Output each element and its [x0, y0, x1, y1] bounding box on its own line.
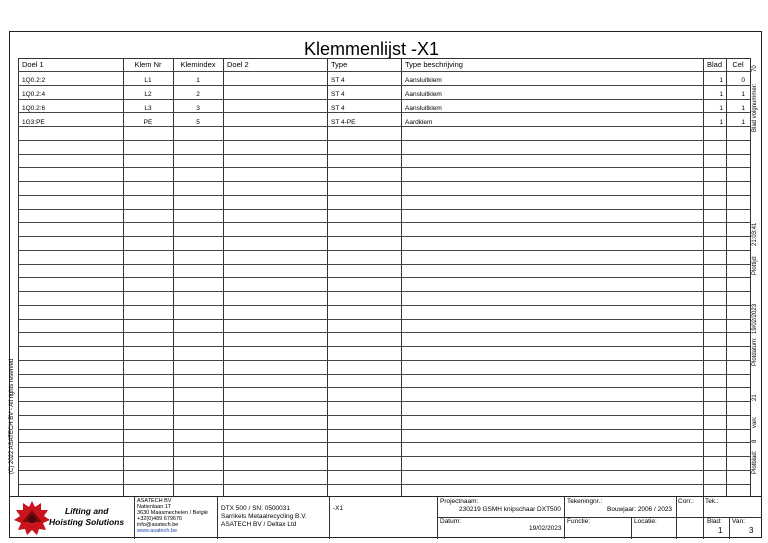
- cell-typebeschrijving: Aansluitklem: [405, 105, 442, 112]
- tb-divider: [676, 497, 677, 539]
- grid-hline: [18, 319, 751, 320]
- col-header-doel2: Doel 2: [227, 60, 249, 69]
- designation: -X1: [333, 505, 344, 512]
- blad-value: 1: [718, 526, 723, 535]
- grid-hline: [18, 277, 751, 278]
- grid-hline: [18, 140, 751, 141]
- logo-line1: Lifting and: [65, 506, 109, 516]
- plotblad-value: 8: [752, 439, 758, 443]
- tb-divider: [134, 497, 135, 539]
- cell-cel: 0: [741, 77, 745, 84]
- grid-hline: [18, 415, 751, 416]
- plotdatum-label: Plotdatum:: [752, 337, 758, 366]
- company-name: ASATECH BV: [137, 498, 172, 504]
- grid-hline: [18, 332, 751, 333]
- blad-volgnummer-value: 70: [752, 65, 758, 72]
- grid-hline: [18, 346, 751, 347]
- tek-label: Tek.:: [705, 498, 719, 505]
- plottijd-label: Plottijd:: [752, 255, 758, 275]
- cell-type: ST 4: [331, 77, 345, 84]
- cell-cel: 1: [741, 91, 745, 98]
- cell-klemnr: L2: [144, 91, 152, 98]
- col-header-klemnr: Klem Nr: [134, 60, 162, 69]
- cell-typebeschrijving: Aansluitklem: [405, 91, 442, 98]
- cell-type: ST 4-PE: [331, 119, 356, 126]
- machine-line1: DTX 500 / SN: 0500031: [221, 505, 291, 512]
- grid-vline: [18, 59, 19, 497]
- datum-value: 19/02/2023: [529, 525, 562, 532]
- grid-vline: [401, 59, 402, 497]
- tb-divider: [564, 497, 565, 539]
- company-street: Natienlaan 1T: [137, 504, 172, 510]
- grid-hline: [18, 209, 751, 210]
- corr-label: Corr.:: [678, 498, 694, 505]
- projectnaam-value: 230219 GSMH knipschaar DXT500: [459, 506, 561, 513]
- grid-vline: [223, 59, 224, 497]
- plotblad-label: Plotblad:: [752, 450, 758, 474]
- tb-divider: [437, 497, 438, 539]
- grid-hline: [18, 250, 751, 251]
- tekeningnr-label: Tekeningnr.:: [567, 498, 603, 505]
- machine-line3: ASATECH BV / Deltax Ltd: [221, 521, 297, 528]
- cell-klemnr: L3: [144, 105, 152, 112]
- grid-hline: [18, 360, 751, 361]
- cell-klemindex: 3: [196, 105, 200, 112]
- grid-hline: [18, 484, 751, 485]
- company-phone: +32(0)489 679676: [137, 516, 183, 522]
- grid-hline: [18, 387, 751, 388]
- cell-klemnr: PE: [143, 119, 153, 126]
- van-value-side: 21: [752, 394, 758, 401]
- grid-hline: [18, 401, 751, 402]
- grid-hline: [18, 456, 751, 457]
- cell-klemindex: 2: [196, 91, 200, 98]
- cell-cel: 1: [741, 119, 745, 126]
- blad-label: Blad:: [707, 518, 722, 525]
- grid-hline: [18, 442, 751, 443]
- grid-hline: [18, 85, 751, 86]
- grid-vline: [750, 59, 751, 497]
- cell-blad: 1: [719, 77, 723, 84]
- projectnaam-label: Projectnaam:: [440, 498, 479, 505]
- cell-doel1: 1Q0.2:6: [22, 105, 46, 112]
- title-block: [9, 496, 762, 538]
- grid-hline: [18, 195, 751, 196]
- grid-hline: [18, 167, 751, 168]
- logo-line2: Hoisting Solutions: [49, 517, 125, 527]
- grid-hline: [18, 470, 751, 471]
- cell-doel1: 1Q0.2:4: [22, 91, 46, 98]
- tb-divider: [217, 497, 218, 539]
- cell-typebeschrijving: Aardklem: [405, 119, 433, 126]
- tb-divider: [703, 497, 704, 539]
- bouwjaar: Bouwjaar: 2006 / 2023: [607, 506, 673, 513]
- grid-hline: [18, 181, 751, 182]
- cell-blad: 1: [719, 91, 723, 98]
- grid-hline: [18, 222, 751, 223]
- grid-hline: [18, 291, 751, 292]
- grid-hline: [18, 264, 751, 265]
- cell-klemindex: 1: [196, 77, 200, 84]
- grid-hline: [18, 305, 751, 306]
- col-header-blad: Blad: [706, 60, 722, 69]
- cell-klemindex: 5: [196, 119, 200, 126]
- cell-typebeschrijving: Aansluitklem: [405, 77, 442, 84]
- tb-divider: [729, 517, 730, 539]
- page-title: Klemmenlijst -X1: [303, 39, 440, 59]
- grid-hline: [18, 154, 751, 155]
- company-web[interactable]: www.asatech.be: [137, 528, 178, 534]
- functie-label: Functie:: [567, 518, 591, 525]
- col-header-type: Type: [331, 60, 348, 69]
- van-label: Van:: [732, 518, 745, 525]
- cell-cel: 1: [741, 105, 745, 112]
- grid-hline: [18, 374, 751, 375]
- col-header-klemindex: Klemindex: [180, 60, 216, 69]
- cell-klemnr: L1: [144, 77, 152, 84]
- cell-doel1: 1Q0.2:2: [22, 77, 46, 84]
- plotdatum-value: 19/02/2023: [752, 303, 758, 334]
- company-email: info@asatech.be: [137, 522, 179, 528]
- company-city: 3630 Maasmechelen / België: [137, 510, 208, 516]
- grid-hline: [18, 112, 751, 113]
- blad-volgnummer-label: Blad volgnummer:: [752, 83, 758, 132]
- cell-type: ST 4: [331, 105, 345, 112]
- asatech-logo-icon: [13, 500, 51, 536]
- col-header-doel1: Doel 1: [22, 60, 44, 69]
- copyright-text: (C) 2022 ASATECH BV - All rights reserved: [9, 358, 15, 474]
- grid-hline: [18, 126, 751, 127]
- datum-label: Datum:: [440, 518, 461, 525]
- col-header-cel: Cel: [732, 60, 744, 69]
- cell-blad: 1: [719, 105, 723, 112]
- machine-line2: Sarrikels Metaalrecycling B.V.: [221, 513, 307, 520]
- col-header-typebeschrijving: Type beschrijving: [405, 60, 463, 69]
- grid-hline: [18, 236, 751, 237]
- cell-doel1: 1G3:PE: [22, 119, 45, 126]
- locatie-label: Locatie:: [634, 518, 657, 525]
- cell-blad: 1: [719, 119, 723, 126]
- terminal-table: [18, 58, 751, 496]
- van-value: 3: [749, 526, 754, 535]
- tb-divider: [631, 517, 632, 539]
- cell-type: ST 4: [331, 91, 345, 98]
- grid-vline: [327, 59, 328, 497]
- tb-divider: [329, 497, 330, 539]
- plottijd-value: 21:03:41: [752, 222, 758, 246]
- grid-hline: [18, 99, 751, 100]
- van-label-side: van:: [752, 416, 758, 428]
- grid-hline: [18, 429, 751, 430]
- grid-hline: [18, 71, 751, 72]
